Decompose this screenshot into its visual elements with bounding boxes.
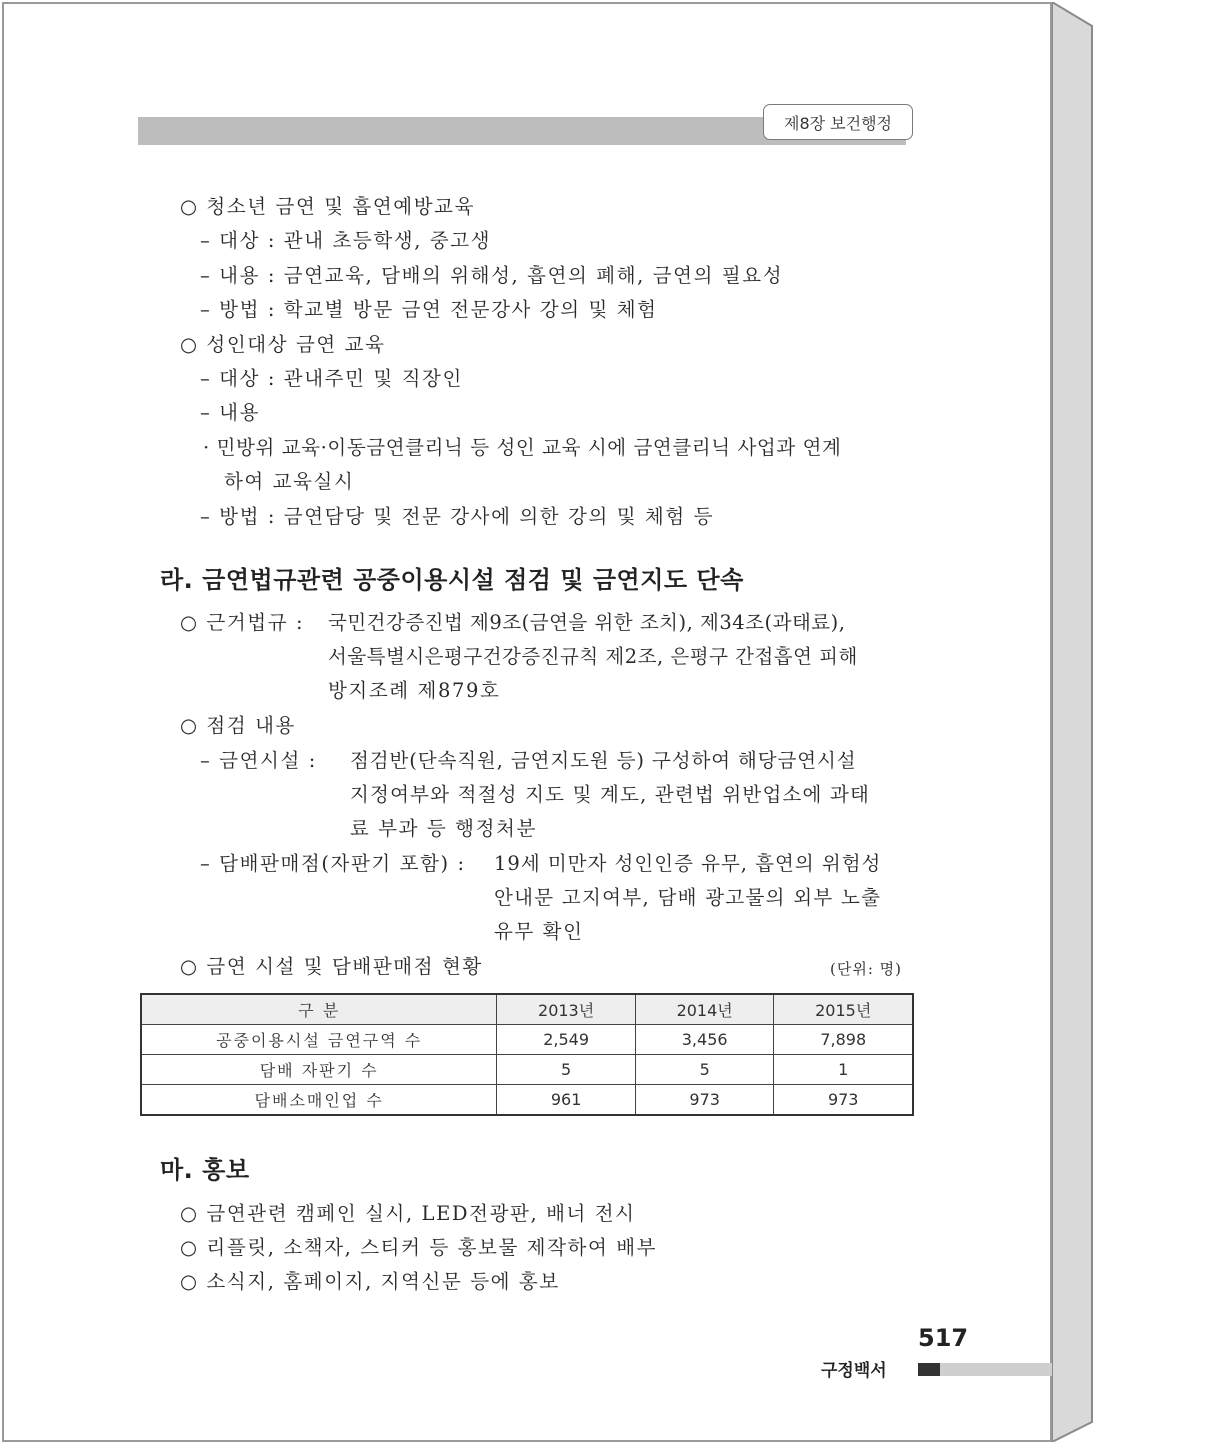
table-cell: 973 [774, 1085, 913, 1116]
table-row [141, 1025, 913, 1055]
text-line: – 내용 [200, 401, 261, 424]
list-item: ○ 소식지, 홈페이지, 지역신문 등에 홍보 [180, 1270, 560, 1293]
law-line: 서울특별시은평구건강증진규칙 제2조, 은평구 간접흡연 피해 [328, 645, 858, 668]
table-header: 2015년 [774, 994, 913, 1025]
text-line: – 대상 : 관내주민 및 직장인 [200, 367, 463, 390]
table-cell: 담배 자판기 수 [141, 1055, 497, 1085]
page [2, 2, 1052, 1442]
table-row [141, 1085, 913, 1116]
text-line: – 방법 : 금연담당 및 전문 강사에 의한 강의 및 체험 등 [200, 505, 715, 528]
footer-bar [940, 1363, 1052, 1376]
table-cell: 2,549 [497, 1025, 636, 1055]
shop-label: – 담배판매점(자판기 포함) : [200, 852, 466, 875]
table-cell: 1 [774, 1055, 913, 1085]
list-item: ○ 금연관련 캠페인 실시, LED전광판, 배너 전시 [180, 1202, 636, 1225]
table-cell: 5 [635, 1055, 774, 1085]
table-header: 구 분 [141, 994, 497, 1025]
text-line: ○ 점검 내용 [180, 714, 296, 737]
footer-bar [918, 1363, 940, 1376]
status-table [140, 993, 914, 1116]
text-line: ○ 금연 시설 및 담배판매점 현황 [180, 955, 483, 978]
text-line: 하여 교육실시 [224, 470, 355, 493]
table-header: 2014년 [635, 994, 774, 1025]
table-cell: 961 [497, 1085, 636, 1116]
text-line: ○ 청소년 금연 및 흡연예방교육 [180, 195, 476, 218]
book-edge [1052, 2, 1096, 1442]
law-line: 방지조례 제879호 [328, 679, 501, 702]
page-number: 517 [918, 1324, 969, 1352]
shop-line: 유무 확인 [494, 920, 584, 943]
book-title: 구정백서 [821, 1361, 887, 1381]
table-cell: 7,898 [774, 1025, 913, 1055]
table-header: 2013년 [497, 994, 636, 1025]
table-header-row [141, 994, 913, 1025]
facility-line: 료 부과 등 행정처분 [350, 817, 537, 840]
facility-line: 지정여부와 적절성 지도 및 계도, 관련법 위반업소에 과태 [350, 783, 871, 806]
section-heading: 마. 홍보 [160, 1156, 250, 1184]
table-row [141, 1055, 913, 1085]
law-label: ○ 근거법규 : [180, 611, 305, 634]
shop-line: 19세 미만자 성인인증 유무, 흡연의 위험성 [494, 852, 882, 875]
list-item: ○ 리플릿, 소책자, 스티커 등 홍보물 제작하여 배부 [180, 1236, 658, 1259]
table-cell: 5 [497, 1055, 636, 1085]
table-cell: 3,456 [635, 1025, 774, 1055]
table-cell: 973 [635, 1085, 774, 1116]
facility-line: 점검반(단속직원, 금연지도원 등) 구성하여 해당금연시설 [350, 749, 857, 772]
section-heading: 라. 금연법규관련 공중이용시설 점검 및 금연지도 단속 [160, 566, 744, 594]
unit-label: (단위: 명) [830, 960, 902, 978]
table-cell: 공중이용시설 금연구역 수 [141, 1025, 497, 1055]
text-line: – 방법 : 학교별 방문 금연 전문강사 강의 및 체험 [200, 298, 658, 321]
facility-label: – 금연시설 : [200, 749, 317, 772]
table-cell: 담배소매인업 수 [141, 1085, 497, 1116]
shop-line: 안내문 고지여부, 담배 광고물의 외부 노출 [494, 886, 882, 909]
law-line: 국민건강증진법 제9조(금연을 위한 조치), 제34조(과태료), [328, 611, 846, 634]
text-line: – 내용 : 금연교육, 담배의 위해성, 흡연의 폐해, 금연의 필요성 [200, 264, 784, 287]
chapter-label: 제8장 보건행정 [763, 104, 913, 140]
text-line: ○ 성인대상 금연 교육 [180, 333, 386, 356]
text-line: · 민방위 교육·이동금연클리닉 등 성인 교육 시에 금연클리닉 사업과 연계 [203, 436, 842, 459]
text-line: – 대상 : 관내 초등학생, 중고생 [200, 229, 492, 252]
